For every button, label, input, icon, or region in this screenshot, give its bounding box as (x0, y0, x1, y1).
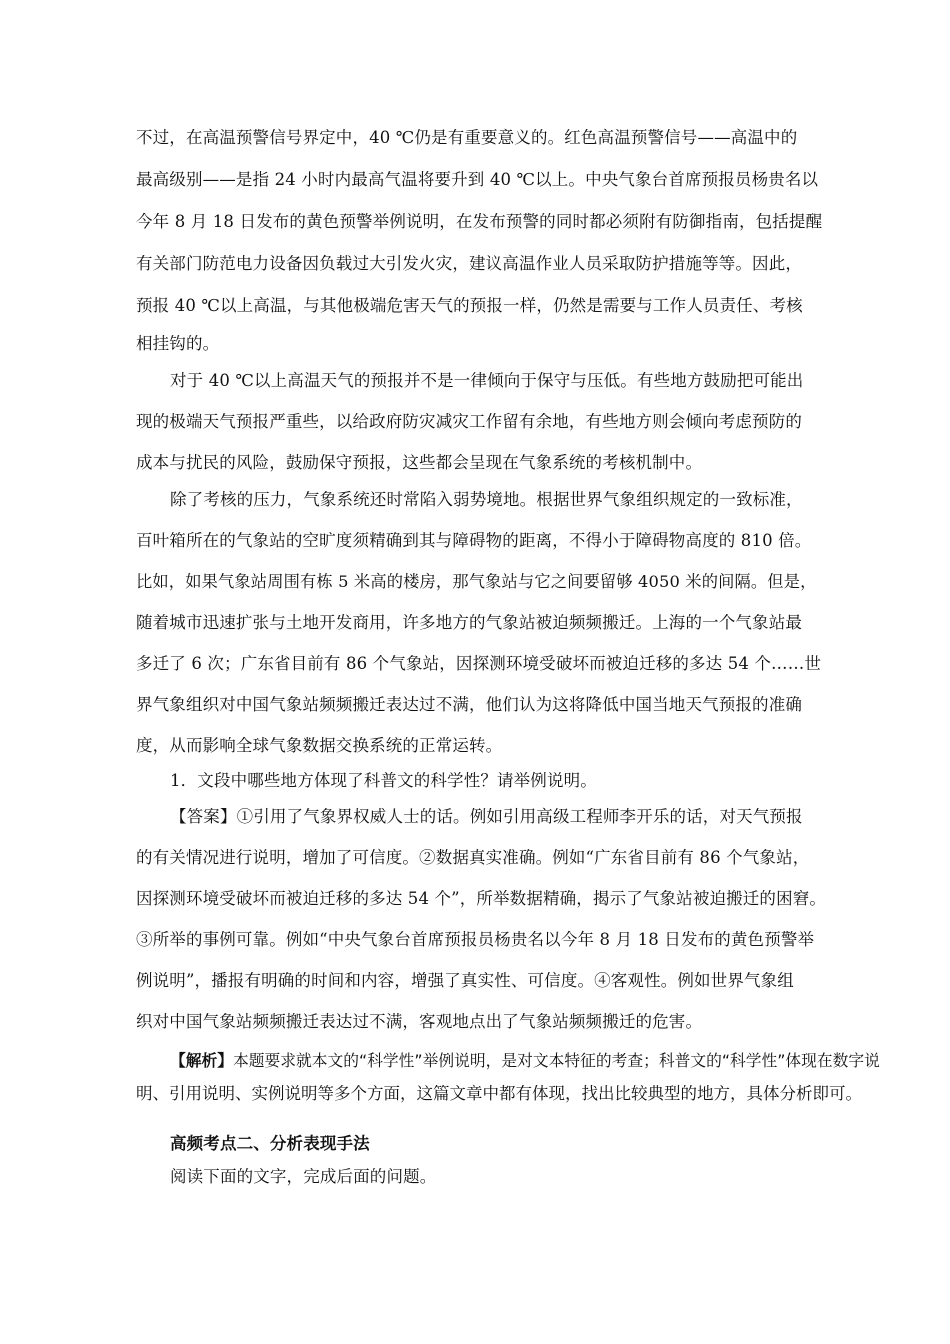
paragraph-3-line: 除了考核的压力，气象系统还时常陷入弱势境地。根据世界气象组织规定的一致标准， (170, 490, 803, 509)
question-text: 1．文段中哪些地方体现了科普文的科学性？请举例说明。 (170, 771, 597, 790)
paragraph-3-line: 度，从而影响全球气象数据交换系统的正常运转。 (136, 736, 503, 755)
analysis-text: 本题要求就本文的“科学性”举例说明，是对文本特征的考查；科普文的“科学性”体现在数字说 (233, 1051, 880, 1070)
paragraph-2-line: 成本与扰民的风险，鼓励保守预报，这些都会呈现在气象系统的考核机制中。 (136, 453, 703, 472)
analysis-line: 明、引用说明、实例说明等多个方面，这篇文章中都有体现，找出比较典型的地方，具体分析即可。 (136, 1084, 862, 1103)
answer-line: 例说明”，播报有明确的时间和内容，增强了真实性、可信度。④客观性。例如世界气象组 (136, 971, 794, 990)
paragraph-1-line: 有关部门防范电力设备因负载过大引发火灾，建议高温作业人员采取防护措施等等。因此， (136, 254, 802, 273)
paragraph-3-line: 比如，如果气象站周围有栋 5 米高的楼房，那气象站与它之间要留够 4050 米的间隔。但是， (136, 572, 817, 591)
paragraph-2-line: 现的极端天气预报严重些，以给政府防灾减灾工作留有余地，有些地方则会倾向考虑预防的 (136, 412, 802, 431)
section-heading: 高频考点二、分析表现手法 (170, 1134, 370, 1153)
paragraph-1-line: 今年 8 月 18 日发布的黄色预警举例说明，在发布预警的同时都必须附有防御指南，包括提醒 (136, 212, 823, 231)
analysis-tag: 【解析】 (170, 1051, 233, 1070)
analysis-line (170, 1051, 890, 1071)
paragraph-3-line: 界气象组织对中国气象站频频搬迁表达过不满，他们认为这将降低中国当地天气预报的准确 (136, 695, 802, 714)
answer-line: 因探测环境受破坏而被迫迁移的多达 54 个”，所举数据精确，揭示了气象站被迫搬迁的困窘。 (136, 889, 827, 908)
answer-line: 织对中国气象站频频搬迁表达过不满，客观地点出了气象站频频搬迁的危害。 (136, 1012, 703, 1031)
paragraph-1-line: 不过，在高温预警信号界定中，40 ℃仍是有重要意义的。红色高温预警信号——高温中的 (136, 128, 798, 147)
answer-line: 【答案】①引用了气象界权威人士的话。例如引用高级工程师李开乐的话，对天气预报 (170, 807, 803, 826)
paragraph-3-line: 多迁了 6 次；广东省目前有 86 个气象站，因探测环境受破坏而被迫迁移的多达 54 个……世 (136, 654, 822, 673)
paragraph-1-line: 预报 40 ℃以上高温，与其他极端危害天气的预报一样，仍然是需要与工作人员责任、考核 (136, 296, 803, 315)
instruction-text: 阅读下面的文字，完成后面的问题。 (170, 1167, 437, 1186)
answer-line: ③所举的事例可靠。例如“中央气象台首席预报员杨贵名以今年 8 月 18 日发布的黄色预警举 (136, 930, 815, 949)
paragraph-2-line: 对于 40 ℃以上高温天气的预报并不是一律倾向于保守与压低。有些地方鼓励把可能出 (170, 371, 804, 390)
paragraph-1-line: 相挂钩的。 (136, 334, 220, 353)
answer-line: 的有关情况进行说明，增加了可信度。②数据真实准确。例如“广东省目前有 86 个气象站， (136, 848, 810, 867)
paragraph-1-line: 最高级别——是指 24 小时内最高气温将要升到 40 ℃以上。中央气象台首席预报员杨贵名以 (136, 170, 819, 189)
paragraph-3-line: 百叶箱所在的气象站的空旷度须精确到其与障碍物的距离，不得小于障碍物高度的 810 倍。 (136, 531, 812, 550)
paragraph-3-line: 随着城市迅速扩张与土地开发商用，许多地方的气象站被迫频频搬迁。上海的一个气象站最 (136, 613, 802, 632)
